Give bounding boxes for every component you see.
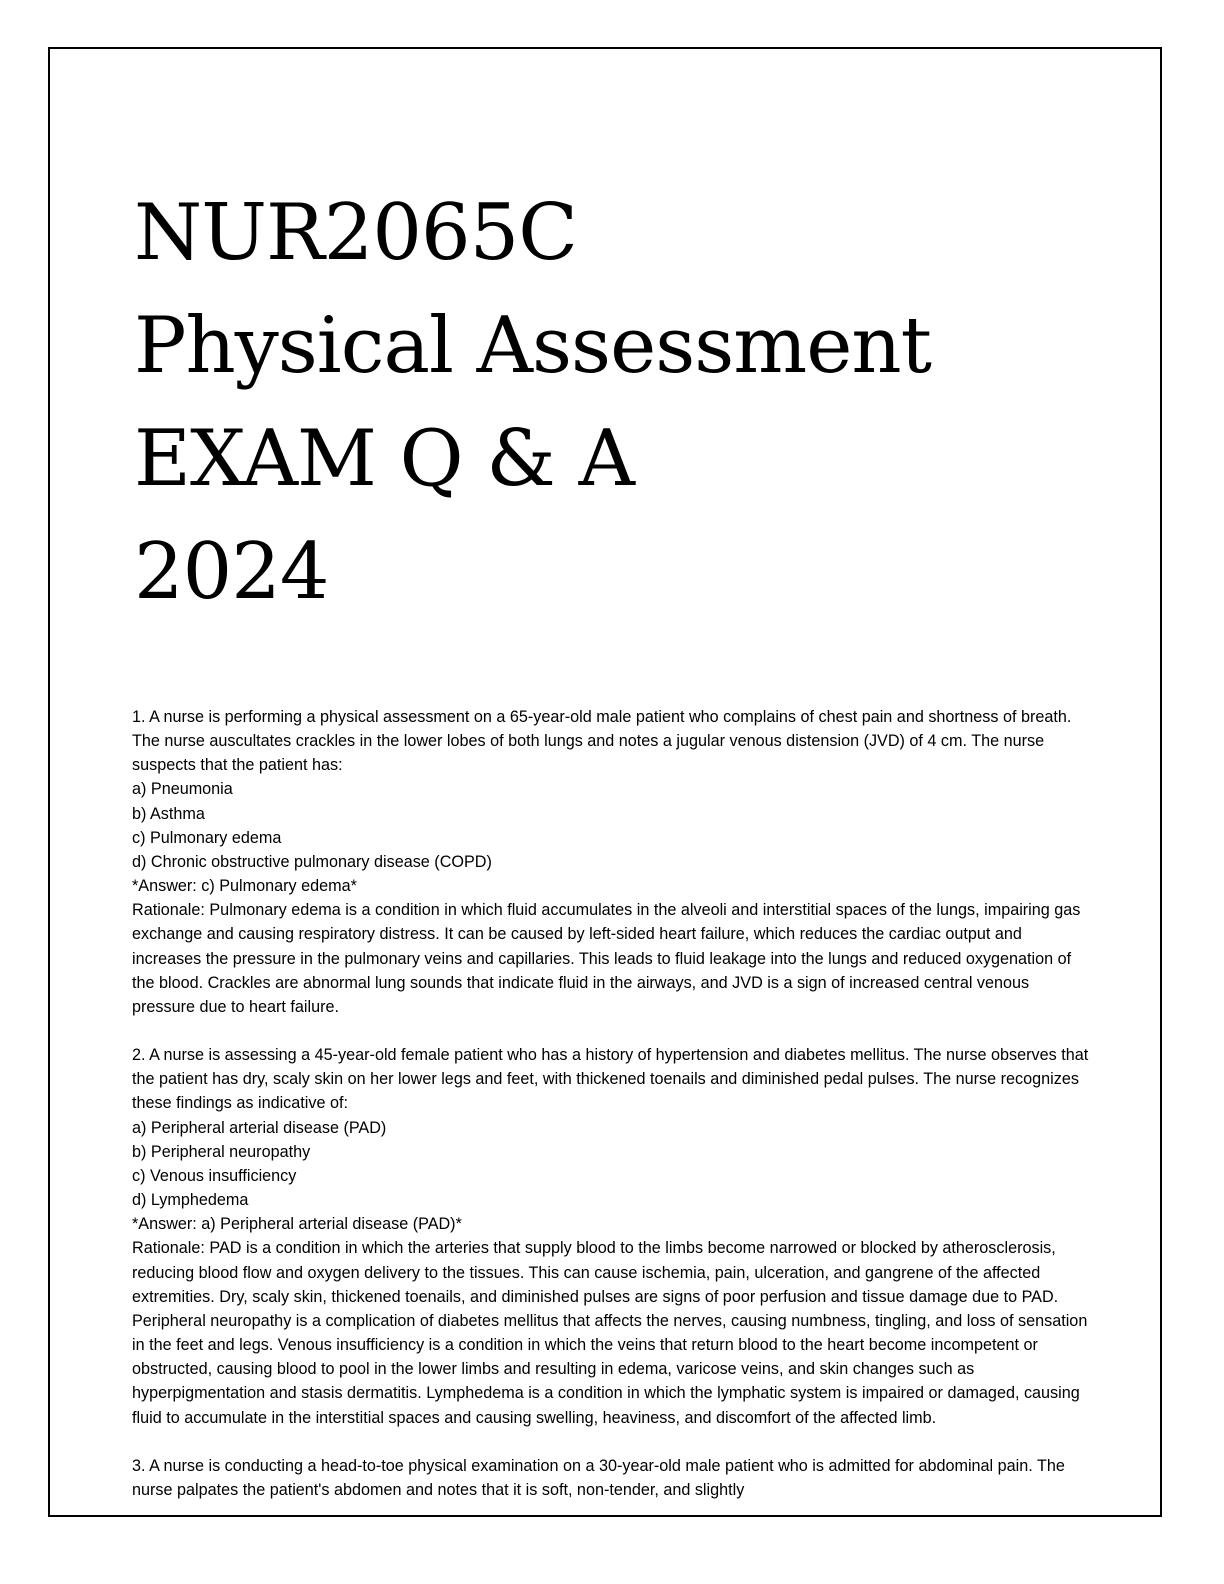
rationale: Rationale: PAD is a condition in which the arteries that supply blood to the limbs become narrowed or blocked by atherosclerosis, reducing blood flow and oxygen delivery to the tissues. This can cause ischemia, pain, ulceration, and gangrene of the affected extremities. Dry, scaly skin, thickened toenails, and diminished pulses are signs of poor perfusion and tissue damage due to PAD. Peripheral neuropathy is a complication of diabetes mellitus that affects the nerves, causing numbness, tingling, and loss of sensation in the feet and legs. Venous insufficiency is a condition in which the veins that return blood to the heart become incompetent or obstructed, causing blood to pool in the lower limbs and resulting in edema, varicose veins, and skin changes such as hyperpigmentation and stasis dermatitis. Lymphedema is a condition in which the lymphatic system is impaired or damaged, causing fluid to accumulate in the interstitial spaces and causing swelling, heaviness, and discomfort of the affected limb. — [132, 1239, 1088, 1427]
title-line-course-code: NUR2065C — [134, 188, 577, 278]
title-line-subject: Physical Assessment — [134, 301, 931, 391]
question-1 — [132, 705, 1092, 1019]
option-c: c) Venous insufficiency — [132, 1166, 297, 1185]
option-b: b) Asthma — [132, 804, 205, 823]
question-stem: 1. A nurse is performing a physical assessment on a 65-year-old male patient who complains of chest pain and shortness of breath. The nurse auscultates crackles in the lower lobes of both lungs and notes a jugular venous distension (JVD) of 4 cm. The nurse suspects that the patient has: — [132, 708, 1072, 775]
document-title — [134, 177, 931, 629]
option-b: b) Peripheral neuropathy — [132, 1142, 311, 1161]
option-a: a) Pneumonia — [132, 780, 233, 799]
question-stem: 2. A nurse is assessing a 45-year-old female patient who has a history of hypertension and diabetes mellitus. The nurse observes that the patient has dry, scaly skin on her lower legs and feet, with thickened toenails and diminished pedal pulses. The nurse recognizes these findings as indicative of: — [132, 1046, 1089, 1113]
page-frame — [48, 47, 1162, 1517]
questions-body — [132, 705, 1092, 1517]
answer: *Answer: c) Pulmonary edema* — [132, 877, 357, 896]
option-d: d) Lymphedema — [132, 1191, 249, 1210]
rationale: Rationale: Pulmonary edema is a condition in which fluid accumulates in the alveoli and interstitial spaces of the lungs, impairing gas exchange and causing respiratory distress. It can be caused by left-sided heart failure, which reduces the cardiac output and increases the pressure in the pulmonary veins and capillaries. This leads to fluid leakage into the lungs and reduced oxygenation of the blood. Crackles are abnormal lung sounds that indicate fluid in the airways, and JVD is a sign of increased central venous pressure due to heart failure. — [132, 901, 1081, 1016]
question-3 — [132, 1454, 1092, 1502]
answer: *Answer: a) Peripheral arterial disease (PAD)* — [132, 1215, 462, 1234]
option-a: a) Peripheral arterial disease (PAD) — [132, 1118, 387, 1137]
question-stem: 3. A nurse is conducting a head-to-toe physical examination on a 30-year-old male patient who is admitted for abdominal pain. The nurse palpates the patient's abdomen and notes that it is soft, non-tender, and slightly — [132, 1456, 1065, 1499]
title-line-exam: EXAM Q & A — [134, 414, 634, 504]
question-2 — [132, 1043, 1092, 1430]
title-line-year: 2024 — [134, 527, 329, 617]
option-d: d) Chronic obstructive pulmonary disease (COPD) — [132, 852, 492, 871]
option-c: c) Pulmonary edema — [132, 828, 282, 847]
